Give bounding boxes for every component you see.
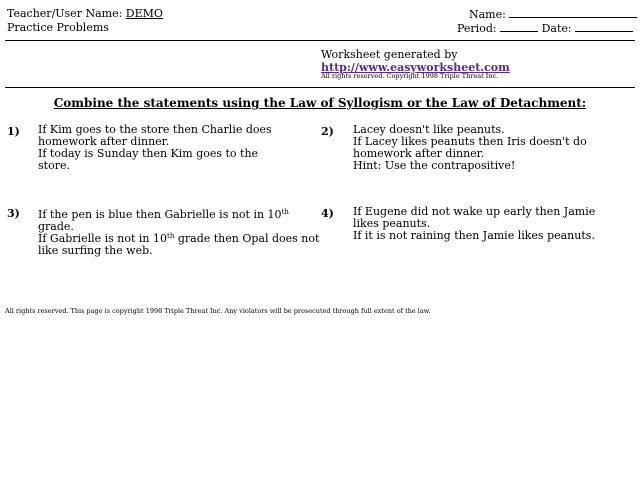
date-label: Date: [541, 22, 572, 35]
problem-2-statement-1: Lacey doesn't like peanuts. [353, 123, 505, 136]
period-blank[interactable] [500, 21, 538, 32]
problem-4 [353, 206, 618, 242]
worksheet-subtitle: Practice Problems [7, 21, 109, 34]
instructions-heading: Combine the statements using the Law of Syllogism or the Law of Detachment: [53, 96, 587, 110]
generator-divider [5, 87, 635, 88]
problem-4-statement-1: If Eugene did not wake up early then Jamie likes peanuts. [353, 205, 596, 230]
problem-3-number: 3) [7, 207, 20, 220]
period-date-line [457, 21, 633, 35]
name-label: Name: [469, 8, 506, 21]
problem-3-statement-1: If the pen is blue then Gabrielle is not in 10th grade. [38, 208, 289, 233]
generator-rights: All rights reserved. Copyright 1998 Triple Threat Inc. [321, 72, 499, 80]
name-blank[interactable] [509, 7, 637, 18]
problem-4-statement-2: If it is not raining then Jamie likes peanuts. [353, 229, 595, 242]
problem-3 [38, 209, 323, 257]
problem-3-statement-2: If Gabrielle is not in 10th grade then Opal does not like surfing the web. [38, 232, 320, 257]
name-line [469, 7, 637, 21]
problem-2-hint: Hint: Use the contrapositive! [353, 159, 516, 172]
generator-link[interactable]: http://www.easyworksheet.com [321, 61, 510, 74]
problem-2-statement-2: If Lacey likes peanuts then Iris doesn't do homework after dinner. [353, 135, 587, 160]
problem-1-statement-1: If Kim goes to the store then Charlie does homework after dinner. [38, 123, 272, 148]
teacher-value: DEMO [125, 7, 163, 20]
period-label: Period: [457, 22, 497, 35]
problem-1-number: 1) [7, 125, 20, 138]
problem-1 [38, 124, 293, 172]
problem-1-statement-2: If today is Sunday then Kim goes to the store. [38, 147, 259, 172]
problem-2 [353, 124, 618, 172]
header-divider [5, 40, 635, 41]
generator-line: Worksheet generated by [321, 48, 458, 61]
copyright-footer: All rights reserved. This page is copyright 1998 Triple Threat Inc. Any violators will be prosecuted through full extent of the law. [5, 307, 431, 315]
teacher-label: Teacher/User Name: [7, 7, 123, 20]
problem-4-number: 4) [321, 207, 334, 220]
date-blank[interactable] [575, 21, 633, 32]
problem-2-number: 2) [321, 125, 334, 138]
teacher-line [7, 7, 163, 20]
